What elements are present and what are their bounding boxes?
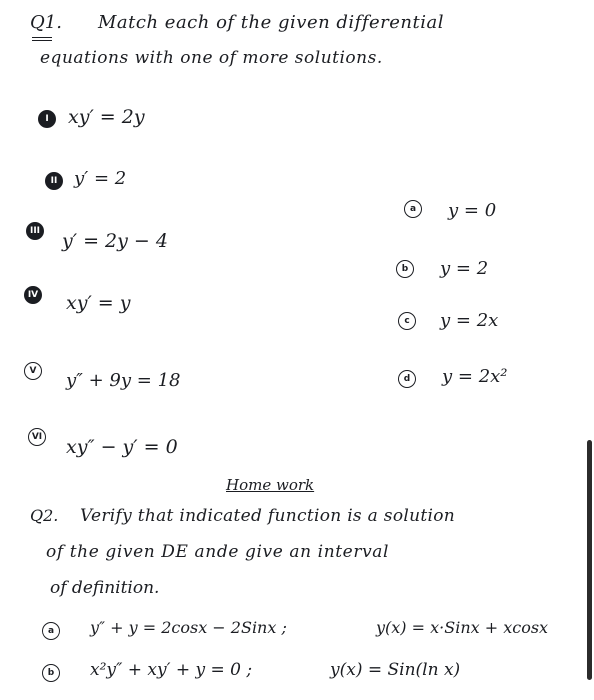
solution-d: y = 2x² [442, 366, 508, 387]
equation-badge-iv: IV [24, 286, 42, 304]
equation-i: xy′ = 2y [68, 106, 145, 128]
q2-part-a-de: y″ + y = 2cosx − 2Sinx ; [90, 618, 287, 637]
q2-label: Q2. [30, 506, 59, 525]
q2-part-badge-b: b [42, 664, 60, 682]
solution-a: y = 0 [448, 200, 497, 221]
equation-iii: y′ = 2y − 4 [62, 230, 168, 252]
solution-badge-a: a [404, 200, 422, 218]
vertical-scrollbar[interactable] [587, 440, 592, 680]
q2-line2: of the given DE ande give an interval [46, 542, 390, 562]
q1-line2: equations with one of more solutions. [40, 48, 383, 68]
equation-badge-i: I [38, 110, 56, 128]
solution-badge-d: d [398, 370, 416, 388]
q2-line3: of definition. [50, 578, 160, 598]
equation-badge-vi: VI [28, 428, 46, 446]
equation-badge-v: V [24, 362, 42, 380]
q1-label: Q1. [30, 12, 62, 33]
q2-part-badge-a: a [42, 622, 60, 640]
solution-badge-c: c [398, 312, 416, 330]
equation-iv: xy′ = y [66, 292, 131, 314]
q2-line1: Verify that indicated function is a solution [80, 506, 455, 526]
equation-vi: xy″ − y′ = 0 [66, 436, 178, 458]
solution-badge-b: b [396, 260, 414, 278]
q1-underline [32, 37, 52, 41]
equation-badge-ii: II [45, 172, 63, 190]
q2-part-b-function: y(x) = Sin(ln x) [330, 660, 461, 680]
q2-part-b-de: x²y″ + xy′ + y = 0 ; [90, 660, 253, 680]
equation-badge-iii: III [26, 222, 44, 240]
equation-ii: y′ = 2 [74, 168, 127, 189]
q2-part-a-function: y(x) = x·Sinx + xcosx [376, 618, 549, 637]
homework-label: Home work [226, 476, 315, 494]
solution-c: y = 2x [440, 310, 499, 331]
q1-line1: Match each of the given differential [98, 12, 444, 33]
solution-b: y = 2 [440, 258, 489, 279]
equation-v: y″ + 9y = 18 [66, 370, 181, 391]
